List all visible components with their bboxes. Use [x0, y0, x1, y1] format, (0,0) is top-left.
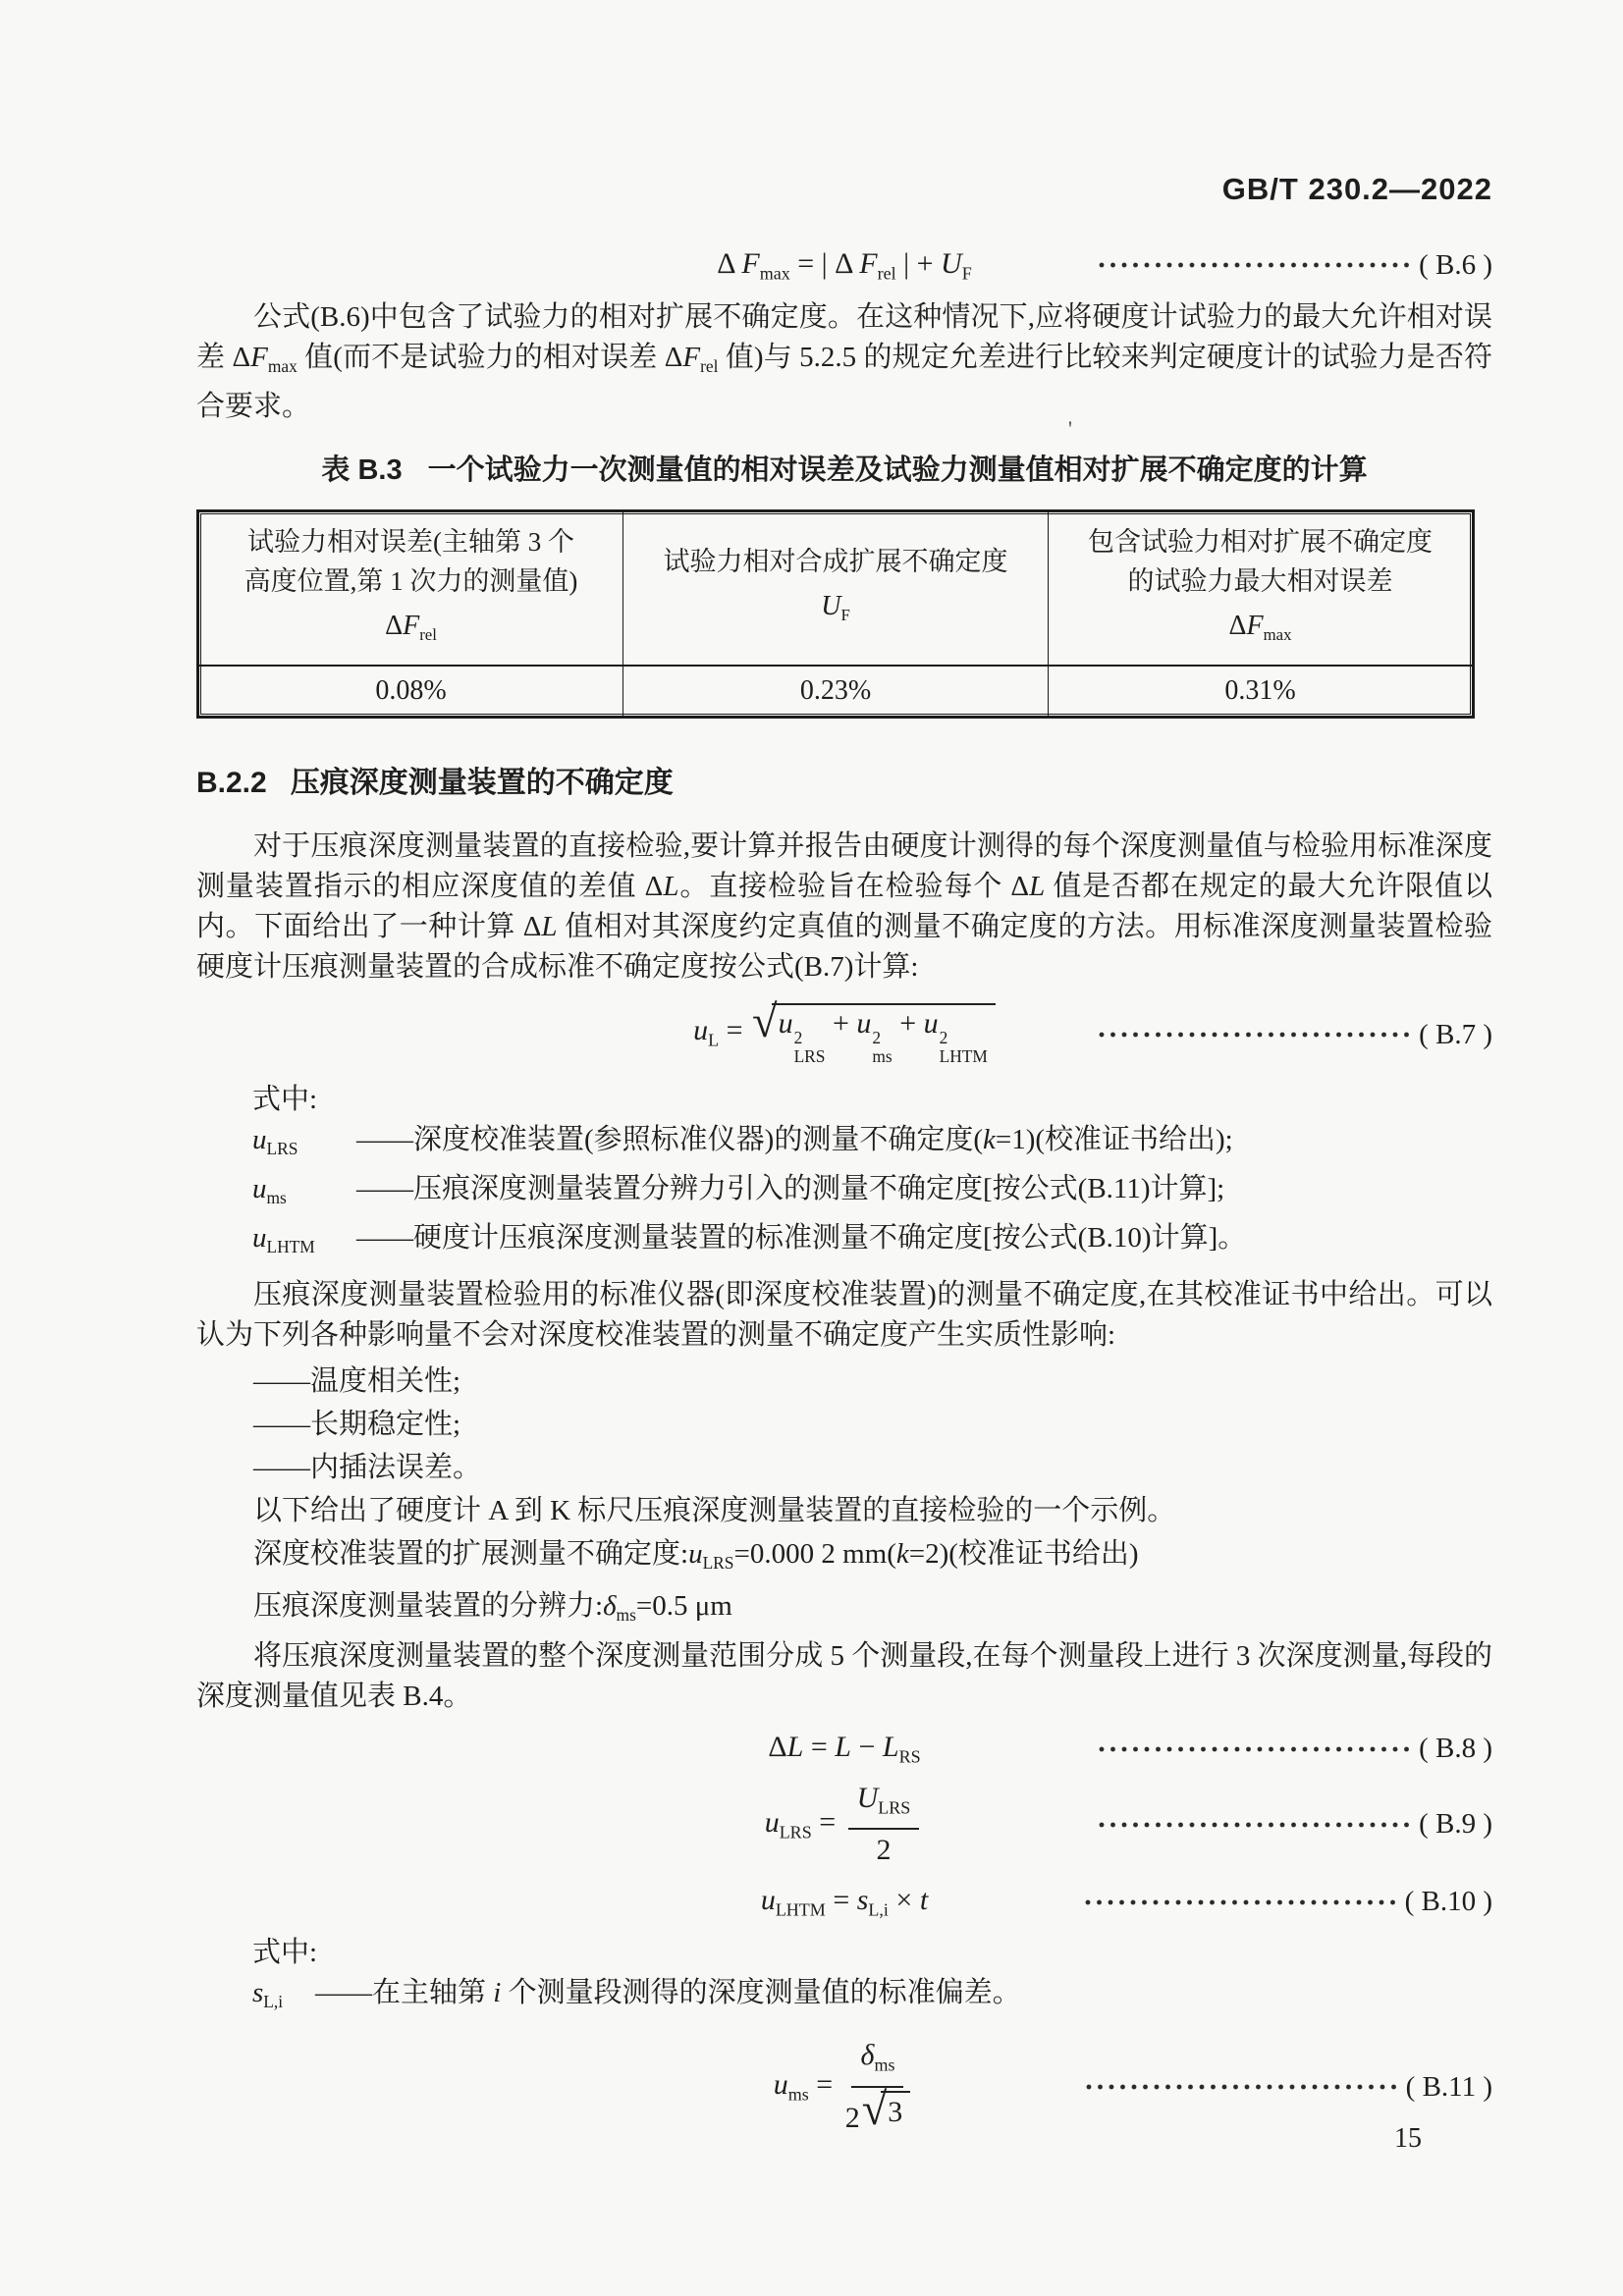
- header-symbol: $\Delta F_{rel}$: [385, 611, 437, 644]
- page-number: 15: [1394, 2123, 1422, 2154]
- where-label: 式中:: [252, 1937, 318, 1969]
- equation-b7-number-group: [996, 1015, 1492, 1055]
- list-item: ——内插法误差。: [253, 1451, 482, 1483]
- dotted-leader: [1097, 1029, 1413, 1041]
- standard-number-header: GB/T 230.2—2022: [1221, 172, 1492, 206]
- section-number: B.2.2: [196, 766, 267, 799]
- equation-b11: [196, 2034, 1492, 2140]
- equation-b11-formula: $u_{ms}$ = $\delta_{ms}$ 2 √ 3: [774, 2034, 915, 2140]
- list-item: ——温度相关性;: [253, 1364, 461, 1397]
- definition-desc: ——深度校准装置(参照标准仪器)的测量不确定度(k=1)(校准证书给出);: [356, 1123, 1233, 1155]
- equation-number: ( B.10 ): [1404, 1886, 1492, 1918]
- equation-b9-formula: $u_{LRS}$ = $\frac{U_{LRS}}{2}$: [765, 1777, 925, 1872]
- scan-artifact-mark: ': [1068, 416, 1072, 441]
- equation-b11-number-group: [915, 2067, 1492, 2108]
- equation-b7: [196, 996, 1492, 1071]
- table-b3-header-col3: [1049, 511, 1474, 666]
- equation-b10-number-group: [928, 1882, 1492, 1922]
- equation-b8: [196, 1727, 1492, 1771]
- dotted-leader: [1097, 1743, 1413, 1755]
- equation-number: ( B.8 ): [1419, 1733, 1492, 1765]
- dotted-leader: [1084, 2081, 1400, 2093]
- header-text: 试验力相对合成扩展不确定度: [663, 547, 1008, 577]
- table-b3-value-3: 0.31%: [1049, 666, 1474, 718]
- definition-u-lhtm: [196, 1218, 1492, 1267]
- equation-b10: [196, 1880, 1492, 1924]
- equation-b9: [196, 1777, 1492, 1872]
- section-title: 压痕深度测量装置的不确定度: [290, 766, 674, 799]
- equation-b9-number-group: [924, 1804, 1492, 1844]
- equation-number: ( B.7 ): [1419, 1018, 1492, 1050]
- line-resolution: 压痕深度测量装置的分辨力$:\delta_{ms}=0.5$ μm: [253, 1590, 732, 1626]
- dotted-leader: [1083, 1896, 1399, 1908]
- equation-b6: [196, 243, 1492, 288]
- header-text: 包含试验力相对扩展不确定度 的试验力最大相对误差: [1088, 527, 1433, 597]
- equation-b6-formula: Δ $F_{max}$ = | Δ $F_{rel}$ | + $U_F$: [717, 247, 972, 284]
- header-symbol: $\Delta F_{max}$: [1228, 611, 1292, 644]
- equation-b8-number-group: [921, 1729, 1492, 1769]
- table-b3-label: 表 B.3: [321, 454, 403, 487]
- table-b3-value-1: 0.08%: [198, 666, 623, 718]
- definition-term: $u_{ms}$: [252, 1172, 287, 1207]
- table-b3-value-row: [198, 666, 1474, 718]
- definition-u-ms: [196, 1169, 1492, 1218]
- table-b3-header-row: [198, 511, 1474, 666]
- where-label: 式中:: [252, 1083, 318, 1115]
- equation-b8-formula: $\Delta L = L - L_{RS}$: [768, 1731, 921, 1767]
- definition-desc: ——硬度计压痕深度测量装置的标准测量不确定度[按公式(B.10)计算]。: [356, 1221, 1247, 1254]
- definition-term: $u_{LHTM}$: [252, 1221, 315, 1256]
- equation-b10-formula: $u_{LHTM} = s_{L,i} \times t$: [760, 1884, 929, 1920]
- equation-number: ( B.11 ): [1405, 2070, 1492, 2103]
- definition-desc: ——在主轴第 i 个测量段测得的深度测量值的标准偏差。: [315, 1977, 1021, 2009]
- influence-list: [196, 1360, 1492, 1489]
- definition-term: $s_{L,i}$: [252, 1977, 284, 2012]
- header-symbol: $U_F$: [821, 591, 850, 624]
- definition-u-lrs: [196, 1120, 1492, 1169]
- paragraph-depth-device: 对于压痕深度测量装置的直接检验,要计算并报告由硬度计测得的每个深度测量值与检验用标准深度测量装置指示的相应深度值的差值 ΔL。直接检验旨在检验每个 ΔL 值是否都在规定的最大允许限值以内。下面给出了一种计算 ΔL 值相对其深度约定真值的测量不确定度的方法。用标准深度测量装置检验硬度计压痕测量装置的合成标准不确定度按公式(B.7)计算:: [196, 829, 1492, 983]
- list-item: ——长期稳定性;: [253, 1408, 461, 1440]
- header-text: 试验力相对误差(主轴第 3 个 高度位置,第 1 次力的测量值): [243, 527, 578, 597]
- table-b3-title: 一个试验力一次测量值的相对误差及试验力测量值相对扩展不确定度的计算: [427, 454, 1368, 487]
- table-b3: [196, 509, 1475, 719]
- line-expanded-uncertainty: 深度校准装置的扩展测量不确定度$:u_{LRS}=0.000$ 2 mm(k=2)(校准证书给出): [253, 1537, 1139, 1573]
- equation-number: ( B.6 ): [1419, 248, 1492, 281]
- dotted-leader: [1097, 1819, 1413, 1831]
- table-b3-value-2: 0.23%: [623, 666, 1049, 718]
- definition-s-li: [196, 1973, 1492, 2022]
- paragraph-measurement-segments: 将压痕深度测量装置的整个深度测量范围分成 5 个测量段,在每个测量段上进行 3 次深度测量,每段的深度测量值见表 B.4。: [196, 1640, 1492, 1713]
- table-b3-header-col1: [198, 511, 623, 666]
- table-b3-caption: [196, 449, 1492, 492]
- equation-number: ( B.9 ): [1419, 1808, 1492, 1841]
- definition-desc: ——压痕深度测量装置分辨力引入的测量不确定度[按公式(B.11)计算];: [356, 1172, 1225, 1204]
- equation-b7-formula: $u_L$ = √ u 2 LRS + u 2 ms + u 2 LHTM: [693, 999, 996, 1071]
- section-heading-b22: [196, 762, 1492, 805]
- page-content: [196, 0, 1492, 2140]
- paragraph-b6-explanation: 公式(B.6)中包含了试验力的相对扩展不确定度。在这种情况下,应将硬度计试验力的最大允许相对误差 $\Delta F_{max}$ 值(而不是试验力的相对误差 $\Delta F_{rel}$ 值)与 5.2.5 的规定允差进行比较来判定硬度计的试验力是否符合要求。: [196, 300, 1492, 423]
- equation-b6-number-group: [972, 245, 1492, 286]
- table-b3-header-col2: [623, 511, 1049, 666]
- paragraph-reference-instrument: 压痕深度测量装置检验用的标准仪器(即深度校准装置)的测量不确定度,在其校准证书中给出。可以认为下列各种影响量不会对深度校准装置的测量不确定度产生实质性影响:: [196, 1278, 1492, 1351]
- dotted-leader: [1097, 259, 1413, 271]
- paragraph-example-intro: 以下给出了硬度计 A 到 K 标尺压痕深度测量装置的直接检验的一个示例。: [253, 1494, 1176, 1526]
- definition-term: $u_{LRS}$: [252, 1123, 298, 1158]
